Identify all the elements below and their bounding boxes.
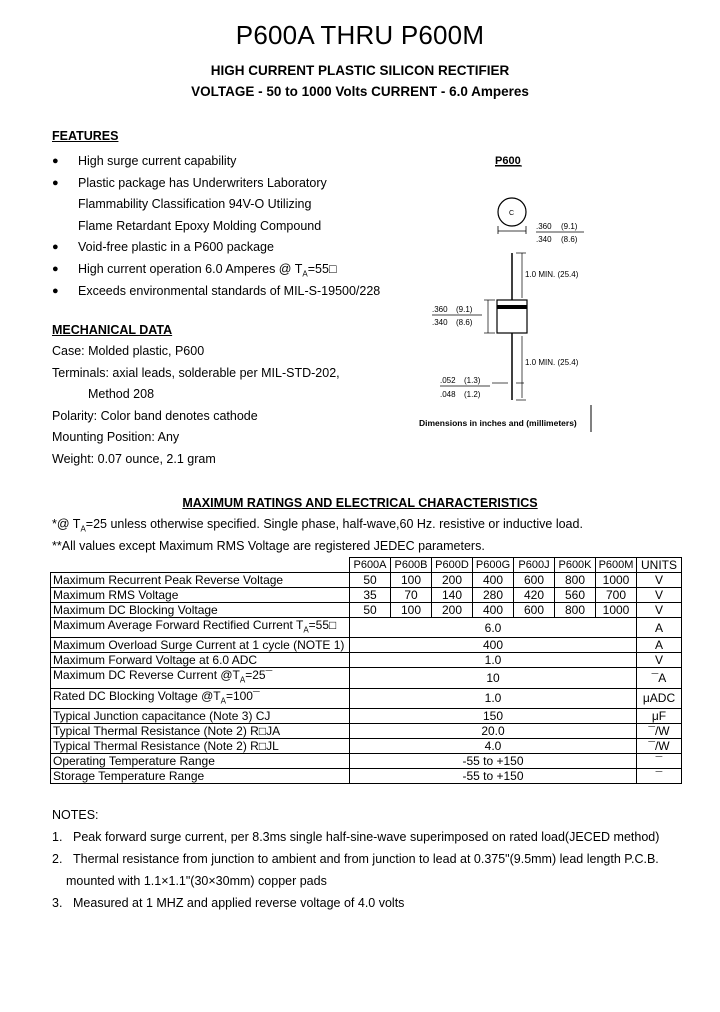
table-row: Rated DC Blocking Voltage $@T_A=100¯$ 1.0 μADC	[51, 688, 682, 708]
notes-heading: NOTES:	[52, 808, 99, 822]
cathode-band	[497, 305, 527, 309]
mechanical-line: Terminals: axial leads, solderable per MIL-STD-202,	[52, 365, 340, 380]
bullet-icon: ●	[52, 284, 59, 297]
column-header: P600D	[432, 558, 473, 573]
column-header: P600B	[391, 558, 432, 573]
dim-body-max: .360	[432, 305, 448, 314]
mechanical-line: Method 208	[88, 387, 155, 402]
mechanical-line: Case: Molded plastic, P600	[52, 344, 205, 358]
table-row: Maximum RMS Voltage 35 70 140 280 420 560 700 V	[51, 588, 682, 603]
feature-item: ● Exceeds environmental standards of MIL-S-19500/228	[52, 281, 382, 303]
table-row: Typical Thermal Resistance (Note 2) R□JL 4.0 ¯/W	[51, 739, 682, 754]
table-row: Typical Junction capacitance (Note 3) CJ 150 μF	[51, 709, 682, 724]
column-header: UNITS	[637, 558, 682, 573]
ratings-condition-1: *@ $T_A=25$ unless otherwise specified. Single phase, half-wave,60 Hz. resistive or inductive load.	[52, 517, 583, 534]
dim-body-min: .340	[432, 318, 448, 327]
dim-top-min: .340	[536, 235, 552, 244]
feature-item: ● Plastic package has Underwriters Laboratory	[52, 173, 382, 195]
subtitle-device-type: HIGH CURRENT PLASTIC SILICON RECTIFIER	[210, 63, 510, 78]
table-row: Typical Thermal Resistance (Note 2) R□JA 20.0 ¯/W	[51, 724, 682, 739]
table-row: Operating Temperature Range -55 to +150 ¯	[51, 754, 682, 769]
bullet-icon: ●	[52, 241, 59, 254]
ratings-condition-2: **All values except Maximum RMS Voltage are registered JEDEC parameters.	[52, 539, 485, 553]
mechanical-heading: MECHANICAL DATA	[52, 323, 173, 337]
bullet-icon: ●	[52, 262, 59, 275]
table-row: Maximum DC Reverse Current $@T_A=25¯$ 10 ¯A	[51, 668, 682, 688]
feature-item: Flame Retardant Epoxy Molding Compound	[78, 218, 322, 233]
dim-top-min-mm: (8.6)	[561, 235, 578, 244]
table-row: Storage Temperature Range -55 to +150 ¯	[51, 769, 682, 784]
column-header: P600J	[514, 558, 555, 573]
dim-top-max-mm: (9.1)	[561, 222, 578, 231]
dim-lead-bottom: 1.0 MIN. (25.4)	[525, 358, 579, 367]
table-row: Maximum Average Forward Rectified Current $T_A=55□$ 6.0 A	[51, 618, 682, 638]
column-header: P600K	[555, 558, 596, 573]
dim-lead-top: 1.0 MIN. (25.4)	[525, 270, 579, 279]
mechanical-line: Polarity: Color band denotes cathode	[52, 408, 258, 423]
dim-lead-dia-min: .048	[440, 390, 456, 399]
diode-body	[497, 300, 527, 333]
note-item: 2. Thermal resistance from junction to ambient and from junction to lead at 0.375"(9.5mm) lead length P.C.B.	[52, 852, 659, 866]
notes-section	[52, 804, 692, 914]
mechanical-line: Mounting Position: Any	[52, 430, 180, 445]
subtitle-voltage-current: VOLTAGE - 50 to 1000 Volts CURRENT - 6.0 Amperes	[191, 84, 529, 99]
column-header: P600M	[596, 558, 637, 573]
feature-item: ● Void-free plastic in a P600 package	[52, 237, 382, 259]
mechanical-section	[52, 341, 382, 471]
note-item: 1. Peak forward surge current, per 8.3ms single half-sine-wave superimposed on rated load(JECED method)	[52, 830, 660, 844]
package-label: P600	[495, 155, 521, 167]
dim-lead-dia-max: .052	[440, 376, 456, 385]
bullet-icon: ●	[52, 155, 59, 167]
package-outline-diagram	[400, 150, 600, 435]
cathode-mark: C	[509, 210, 515, 217]
bullet-icon: ●	[52, 176, 59, 189]
feature-item: Flammability Classification 94V-O Utilizing	[78, 197, 312, 212]
feature-item: ● High surge current capability	[52, 151, 382, 173]
column-header: P600A	[350, 558, 391, 573]
table-row: Maximum DC Blocking Voltage 50 100 200 400 600 800 1000 V	[51, 603, 682, 618]
features-section	[52, 129, 382, 302]
mechanical-line: Weight: 0.07 ounce, 2.1 gram	[52, 451, 216, 466]
dim-body-min-mm: (8.6)	[456, 318, 473, 327]
ratings-heading: MAXIMUM RATINGS AND ELECTRICAL CHARACTERISTICS	[182, 496, 538, 510]
note-item: mounted with 1.1×1.1"(30×30mm) copper pads	[66, 874, 327, 888]
dim-lead-dia-max-mm: (1.3)	[464, 376, 481, 385]
table-row: Maximum Overload Surge Current at 1 cycle (NOTE 1) 400 A	[51, 638, 682, 653]
dim-top-max: .360	[536, 222, 552, 231]
diagram-caption: Dimensions in inches and (millimeters)	[419, 418, 577, 428]
column-header: P600G	[473, 558, 514, 573]
note-item: 3. Measured at 1 MHZ and applied reverse voltage of 4.0 volts	[52, 896, 405, 910]
table-row: Maximum Forward Voltage at 6.0 ADC 1.0 V	[51, 653, 682, 668]
page-title: P600A THRU P600M	[235, 20, 485, 50]
feature-item: ● High current operation 6.0 Amperes @ $T_A=55□$	[52, 259, 382, 281]
table-header-row	[51, 558, 682, 573]
features-heading: FEATURES	[52, 129, 119, 143]
table-row: Maximum Recurrent Peak Reverse Voltage 50 100 200 400 600 800 1000 V	[51, 573, 682, 588]
dim-lead-dia-min-mm: (1.2)	[464, 390, 481, 399]
dim-body-max-mm: (9.1)	[456, 305, 473, 314]
ratings-table	[50, 557, 682, 784]
